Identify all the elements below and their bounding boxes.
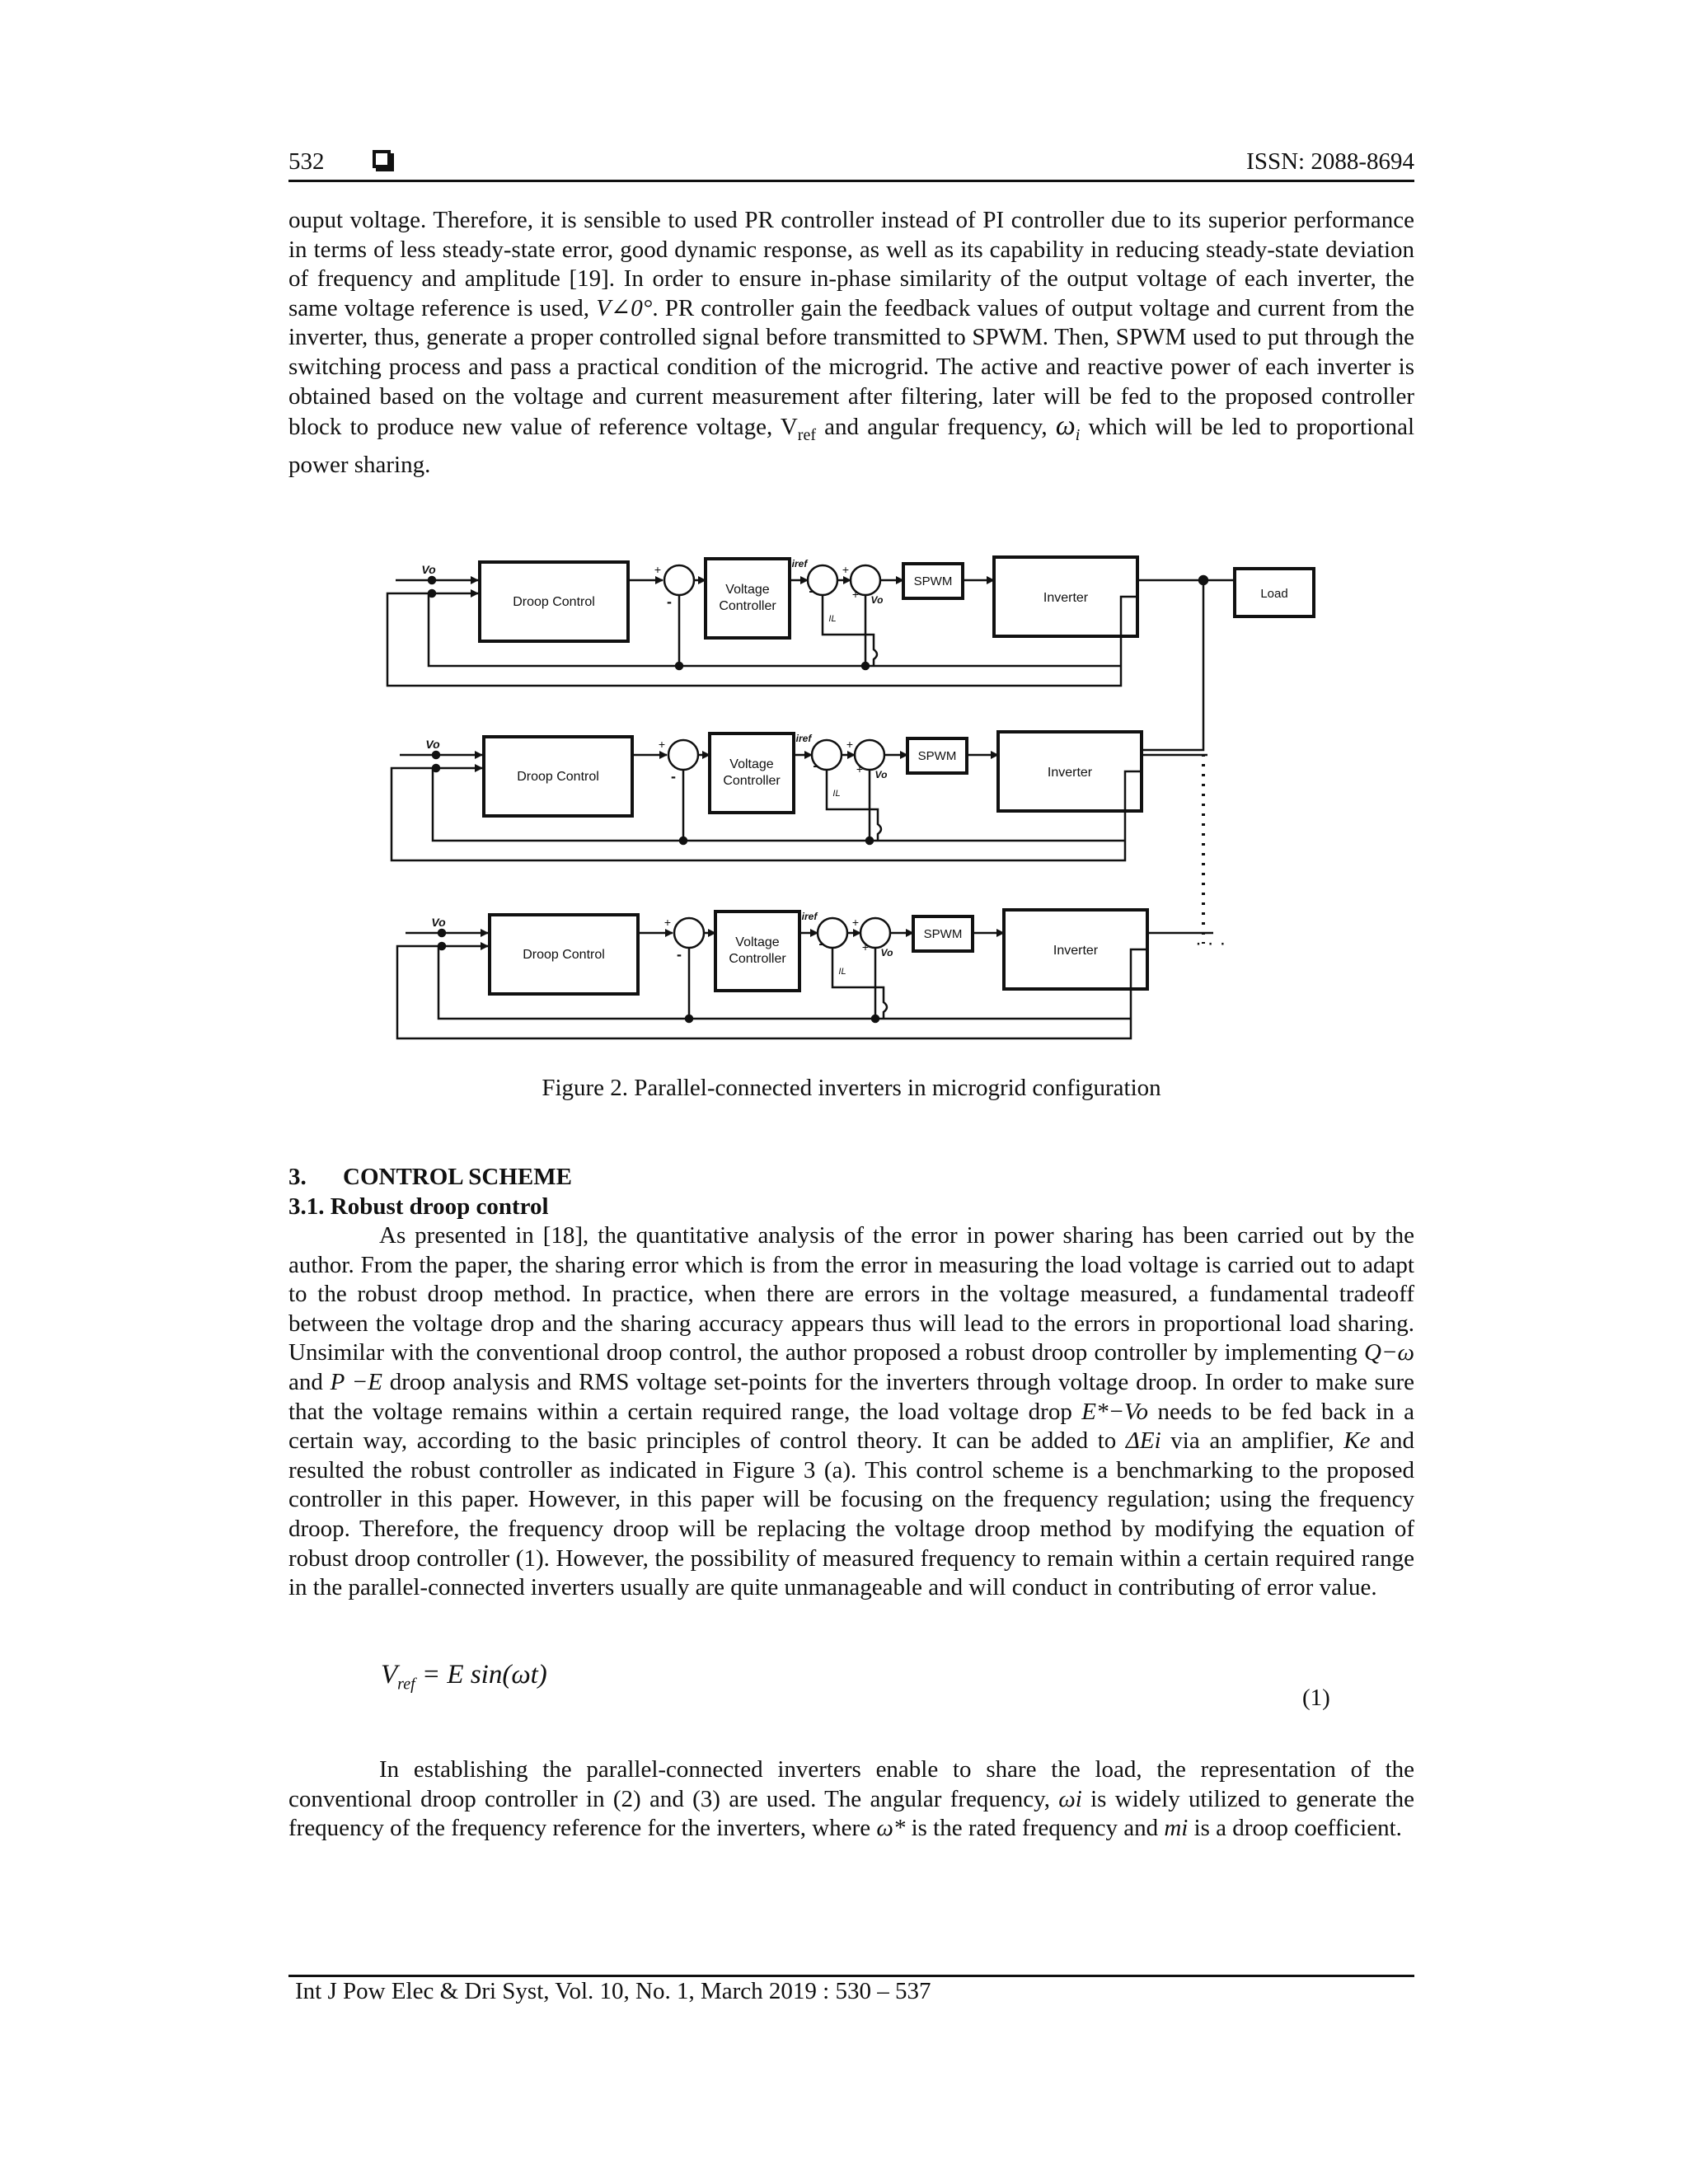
plus-sign: + xyxy=(658,738,666,751)
math-q-omega: Q−ω xyxy=(1364,1339,1414,1366)
closing-text-2: is widely utilized to generate the frequency of the frequency reference for the inverters, where xyxy=(288,1785,1414,1842)
math-omega-star: ω* xyxy=(876,1815,906,1842)
body-text-4: needs to be fed back in a certain way, according to the basic principles of control theory. It can be added to xyxy=(288,1398,1414,1455)
section-number: 3. xyxy=(288,1164,307,1190)
plus-sign: + xyxy=(851,588,860,601)
load-label: Load xyxy=(1260,587,1288,601)
summing-junction-1 xyxy=(674,918,704,948)
spwm-label: SPWM xyxy=(913,574,953,588)
diagram-row-1 xyxy=(387,557,1203,686)
page-number: 532 xyxy=(288,148,325,175)
minus-sign: - xyxy=(677,946,682,963)
droop-control-label: Droop Control xyxy=(513,595,595,609)
diagram-row-2 xyxy=(392,732,1207,860)
junction-dot xyxy=(680,837,687,844)
voltage-controller-label-2: Controller xyxy=(723,774,781,788)
il-feedback xyxy=(823,595,877,666)
vo-input-label: Vo xyxy=(425,738,440,751)
minus-sign: - xyxy=(813,759,818,773)
junction-dot xyxy=(862,663,869,669)
intro-text-1: ouput voltage. Therefore, it is sensible to used PR controller instead of PI controller due to its superior performance in terms of less steady-state error, good dynamic response, as well as its capability in reducing steady-state deviation of frequency and amplitude [19]. In order to ensure in-phase similarity of the output voltage of each inverter, the same voltage reference is used, xyxy=(288,207,1414,321)
vo-feedback-label: Vo xyxy=(874,769,888,780)
voltage-controller-block xyxy=(706,559,790,638)
page-header xyxy=(288,142,1414,183)
closing-paragraph xyxy=(288,1755,1414,1844)
figure-caption: Figure 2. Parallel-connected inverters in microgrid configuration xyxy=(542,1075,1161,1101)
body-text-6: and resulted the robust controller as indicated in Figure 3 (a). This control scheme is a benchmarking to the proposed controller in this paper. However, in this paper will be focusing on the frequency regulation; using the frequency droop. Therefore, the frequency droop will be replacing the voltage droop method by modifying the equation of robust droop controller (1). However, the possibility of measured frequency to remain within a certain required range in the parallel-connected inverters usually are quite unmanageable and will conduct in contributing of error value. xyxy=(288,1427,1414,1601)
vref-subscript: ref xyxy=(797,425,816,444)
section-title: CONTROL SCHEME xyxy=(343,1164,572,1190)
common-bus xyxy=(1143,580,1235,750)
junction-dot xyxy=(429,577,435,583)
section-heading xyxy=(288,1164,572,1191)
ellipsis: · · · xyxy=(1195,932,1226,954)
body-text-2: and xyxy=(288,1368,331,1395)
summing-junction-1 xyxy=(668,740,698,770)
plus-sign: + xyxy=(851,916,860,929)
body-text-1: As presented in [18], the quantitative analysis of the error in power sharing has been carried out by the author. From the paper, the sharing error which is from the error in measuring the load voltage is carried out to adapt to the robust droop method. In practice, when there are errors in the voltage measured, a fundamental tradeoff between the voltage drop and the sharing accuracy appears thus will lead to the errors in proportional load sharing. Unsimilar with the conventional droop control, the author proposed a robust droop controller by implementing xyxy=(288,1222,1414,1366)
block-diagram xyxy=(379,544,1335,1071)
closing-text-1: In establishing the parallel-connected inverters enable to share the load, the representation of the conventional droop controller in (2) and (3) are used. The angular frequency, xyxy=(288,1756,1414,1812)
junction-dot xyxy=(676,663,682,669)
vo-input-label: Vo xyxy=(421,563,436,576)
load-block xyxy=(1235,569,1314,616)
junction-dot xyxy=(866,837,873,844)
closing-text-4: is a droop coefficient. xyxy=(1188,1815,1402,1842)
equation-lhs-sub: ref xyxy=(397,1675,415,1694)
plus-sign: + xyxy=(842,563,850,576)
vo-feedback-label: Vo xyxy=(870,594,884,606)
inverter-label: Inverter xyxy=(1047,766,1093,780)
spwm-label: SPWM xyxy=(923,927,963,941)
math-mi: mi xyxy=(1164,1815,1189,1842)
intro-text-4: which will be led to proportional power sharing. xyxy=(288,414,1415,478)
intro-text-2: . PR controller gain the feedback values of output voltage and current from the inverter, thus, generate a proper controlled signal before transmitted to SPWM. Then, SPWM used to put through the switching process and pass a practical condition of the microgrid. The active and reactive power of each inverter is obtained based on the voltage and current measurement after filtering, later will be fed to the proposed controller block to produce new value of reference voltage, V xyxy=(288,294,1414,441)
junction-dot xyxy=(433,752,439,758)
iref-label: iref xyxy=(801,911,818,922)
header-rule xyxy=(288,180,1414,182)
math-ke: Ke xyxy=(1343,1427,1371,1455)
junction-dot xyxy=(686,1015,692,1022)
voltage-controller-label-2: Controller xyxy=(729,952,786,966)
voltage-controller-label-2: Controller xyxy=(719,599,776,613)
equation-lhs: V xyxy=(381,1660,398,1690)
equation-1 xyxy=(381,1660,547,1694)
plus-sign: + xyxy=(846,738,854,751)
omega-symbol: ω xyxy=(1055,410,1076,442)
vo-feedback-label: Vo xyxy=(880,947,893,958)
voltage-controller-label-1: Voltage xyxy=(735,935,780,949)
math-omega-i: ωi xyxy=(1058,1785,1082,1812)
intro-paragraph xyxy=(288,206,1414,480)
plus-sign: + xyxy=(856,762,864,776)
spwm-label: SPWM xyxy=(917,749,957,763)
intro-text-3: and angular frequency, xyxy=(816,414,1056,441)
body-text-3: droop analysis and RMS voltage set-points for the inverters through voltage droop. In order to make sure that the voltage remains within a certain required range, the load voltage drop xyxy=(288,1368,1414,1425)
subsection-heading: 3.1. Robust droop control xyxy=(288,1193,549,1220)
omega-subscript: i xyxy=(1075,425,1081,444)
math-e-vo: E*−Vo xyxy=(1081,1398,1149,1425)
droop-control-label: Droop Control xyxy=(523,948,605,962)
plus-sign: + xyxy=(861,940,870,954)
minus-sign: - xyxy=(667,593,672,610)
il-label: IL xyxy=(828,614,837,624)
body-text-5: via an amplifier, xyxy=(1160,1427,1344,1455)
inverter-label: Inverter xyxy=(1043,591,1089,605)
equation-rhs: = E sin(ωt) xyxy=(415,1660,547,1690)
bus-junction-dot xyxy=(1199,576,1207,584)
math-delta-e: ΔEi xyxy=(1125,1427,1161,1455)
junction-dot xyxy=(438,930,445,936)
header-box-icon xyxy=(373,150,391,168)
angle-symbol: V∠0° xyxy=(596,294,653,321)
minus-sign: - xyxy=(818,937,823,951)
voltage-controller-block xyxy=(715,912,799,991)
minus-sign: - xyxy=(809,584,814,598)
il-feedback xyxy=(827,770,881,841)
il-label: IL xyxy=(838,967,846,977)
iref-label: iref xyxy=(795,733,812,744)
vo-input-label: Vo xyxy=(431,916,446,929)
plus-sign: + xyxy=(654,563,662,576)
il-label: IL xyxy=(832,789,841,799)
body-paragraph xyxy=(288,1221,1414,1603)
diagram-row-3 xyxy=(397,910,1213,1038)
equation-number: (1) xyxy=(1302,1685,1330,1711)
junction-dot xyxy=(872,1015,879,1022)
voltage-controller-block xyxy=(710,733,794,813)
droop-control-label: Droop Control xyxy=(517,770,599,784)
il-feedback xyxy=(832,948,887,1019)
summing-junction-1 xyxy=(664,565,694,595)
voltage-controller-label-1: Voltage xyxy=(729,757,774,771)
closing-text-3: is the rated frequency and xyxy=(905,1815,1165,1842)
math-p-e: P −E xyxy=(330,1368,382,1395)
footer-rule xyxy=(288,1975,1414,1977)
voltage-controller-label-1: Voltage xyxy=(725,583,770,597)
issn: ISSN: 2088-8694 xyxy=(1246,148,1414,175)
plus-sign: + xyxy=(663,916,672,929)
minus-sign: - xyxy=(671,768,676,785)
footer-citation: Int J Pow Elec & Dri Syst, Vol. 10, No. 1, March 2019 : 530 – 537 xyxy=(295,1978,931,2004)
iref-label: iref xyxy=(791,558,808,569)
inverter-label: Inverter xyxy=(1053,944,1099,958)
